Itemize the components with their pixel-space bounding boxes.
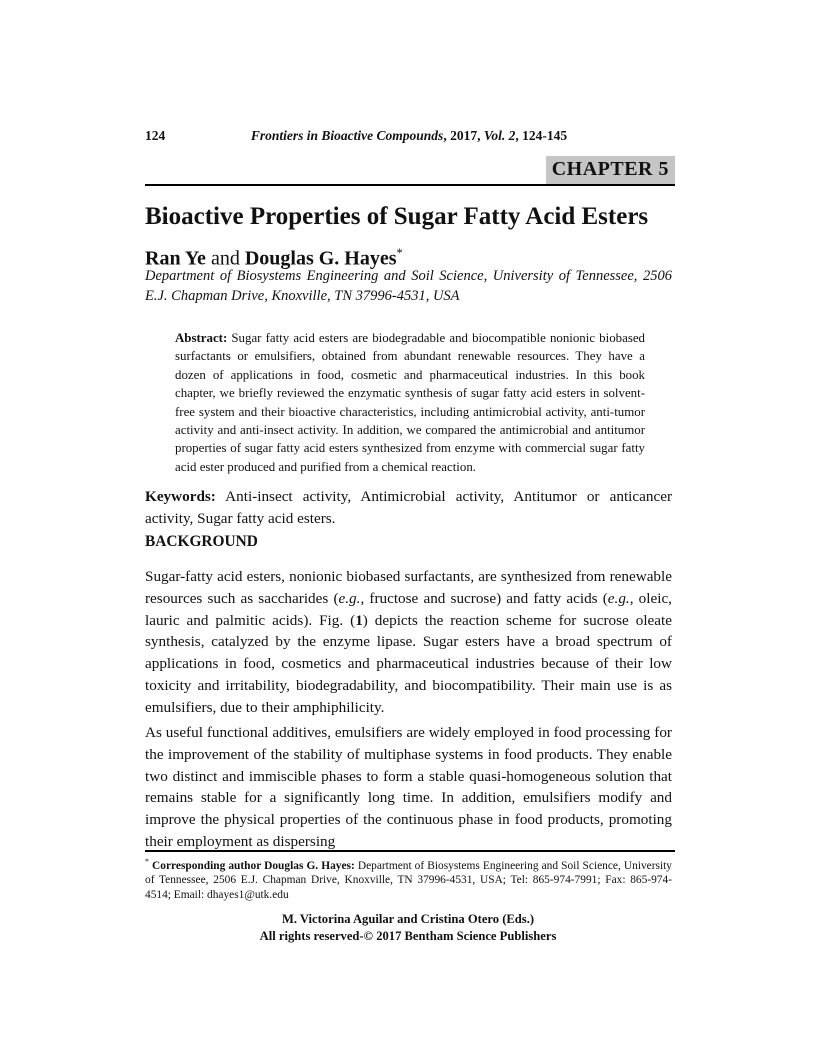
journal-pages: 124-145 [522, 128, 568, 143]
keywords-text: Anti-insect activity, Antimicrobial activity, Antitumor or anticancer activity, Sugar fatty acid esters. [145, 488, 672, 527]
corresponding-author-mark: * [396, 246, 403, 260]
figure-1-reference: 1 [355, 611, 363, 629]
eg-abbreviation: e.g. [607, 589, 630, 607]
page-number: 124 [145, 128, 166, 143]
footnote-bold-lead: Corresponding author Douglas G. Hayes: [148, 859, 355, 872]
footnote-text: Department of Biosystems Engineering and Soil Science, University of Tennessee, 2506 E.J. Chapman Drive, Knoxville, TN 37996-4531, USA; Tel: 865-974-7991; Fax: 865-974-4514; Email: dhayes1@utk.edu [145, 859, 672, 901]
chapter-title: Bioactive Properties of Sugar Fatty Acid Esters [145, 203, 649, 230]
background-paragraph-1: Sugar-fatty acid esters, nonionic biobased surfactants, are synthesized from renewable resources such as saccharides (e.g., fructose and sucrose) and fatty acids (e.g., oleic, lauric and palmitic acids). Fig. (1) depicts the reaction scheme for sucrose oleate synthesis, catalyzed by the enzyme lipase. Sugar esters have a broad spectrum of applications in food, cosmetics and pharmaceutical industries because of their low toxicity and irritability, biodegradability, and biocompatibility. Their main use is as emulsifiers, due to their amphiphilicity. [145, 568, 672, 716]
author-2: Douglas G. Hayes [244, 247, 397, 270]
copyright-line: All rights reserved-© 2017 Bentham Science Publishers [259, 928, 557, 943]
header-rule [145, 184, 675, 186]
footnote-mark: * [145, 857, 149, 866]
abstract-label: Abstract: [175, 331, 228, 345]
corresponding-author-footnote [145, 855, 672, 903]
chapter-badge: CHAPTER 5 [546, 156, 675, 185]
journal-year: 2017 [450, 128, 478, 143]
abstract-text: Sugar fatty acid esters are biodegradable and biocompatible nonionic biobased surfactants or emulsifiers, obtained from abundant renewable resources. They have a dozen of applications in food, cosmetic and pharmaceutical industries. In this book chapter, we briefly reviewed the enzymatic synthesis of sugar fatty acid esters in solvent-free system and their bioactive characteristics, including antimicrobial activity, anti-tumor activity and anti-insect activity. In addition, we compared the antimicrobial and antitumor properties of sugar fatty acid esters synthesized from enzyme with commercial sugar fatty acid ester produced and purified from a chemical reaction. [175, 331, 645, 474]
author-connector: and [205, 247, 245, 270]
section-heading-background: BACKGROUND [145, 533, 258, 550]
author-1: Ran Ye [145, 247, 206, 270]
keywords [145, 486, 672, 530]
footnote-rule [145, 850, 675, 852]
affiliation: Department of Biosystems Engineering and Soil Science, University of Tennessee, 2506 E.J. Chapman Drive, Knoxville, TN 37996-4531, USA [145, 268, 672, 304]
eg-abbreviation: e.g. [338, 589, 361, 607]
running-title: Frontiers in Bioactive Compounds, 2017, Vol. 2, 124-145 [250, 128, 568, 143]
publisher-footer [0, 911, 816, 944]
abstract [175, 329, 645, 476]
page-header [145, 128, 673, 146]
background-paragraph-2: As useful functional additives, emulsifiers are widely employed in food processing for the improvement of the stability of multiphase systems in food products. They enable two distinct and immiscible phases to form a stable quasi-homogeneous solution that remains stable for a significantly long time. In addition, emulsifiers modify and improve the physical properties of the continuous phase in food products, promoting their employment as dispersing [145, 724, 672, 850]
editors-line: M. Victorina Aguilar and Cristina Otero (Eds.) [281, 912, 535, 926]
journal-name: Frontiers in Bioactive Compounds [250, 128, 444, 143]
keywords-label: Keywords: [145, 488, 216, 505]
journal-volume: Vol. 2 [483, 128, 516, 143]
